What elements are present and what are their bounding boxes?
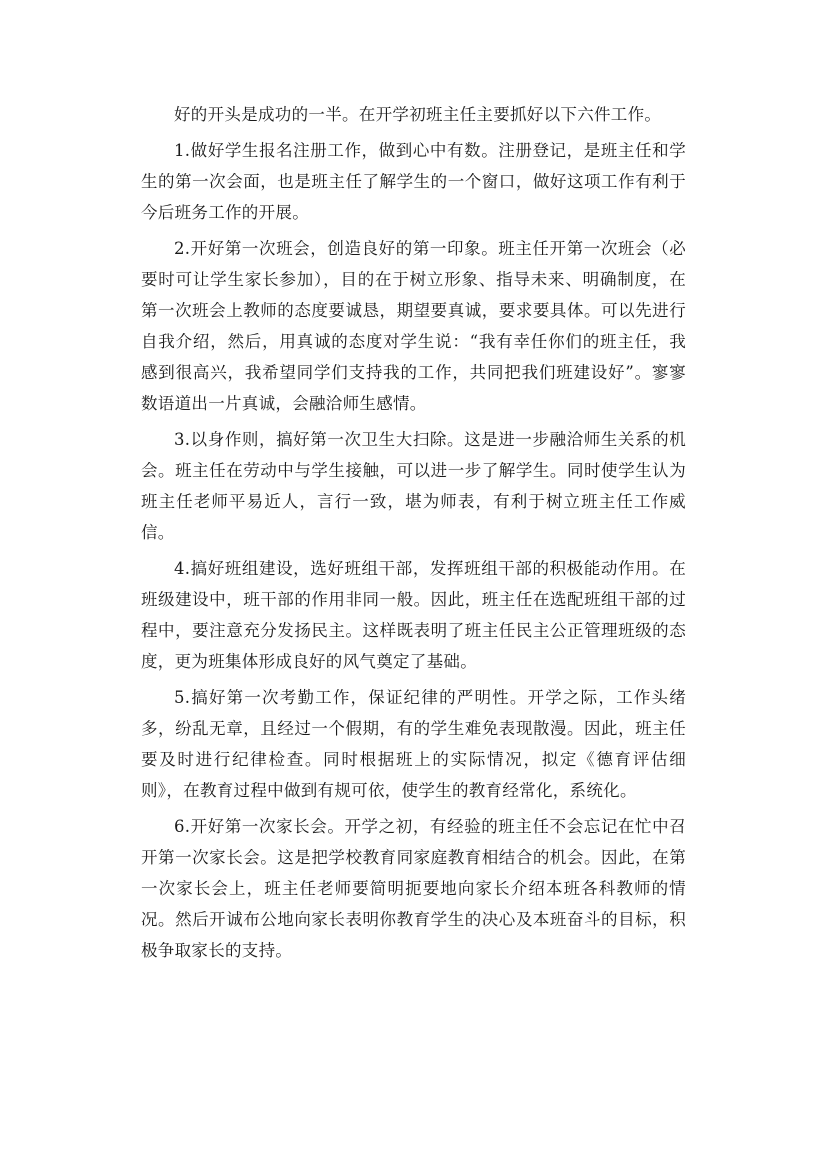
item-5-paragraph: 5.搞好第一次考勤工作，保证纪律的严明性。开学之际，工作头绪多，纷乱无章，且经过一个假期，有的学生难免表现散漫。因此，班主任要及时进行纪律检查。同时根据班上的实际情况，拟定《德育评估细则》，在教育过程中做到有规可依，使学生的教育经常化，系统化。	[141, 688, 686, 800]
item-4-paragraph: 4.搞好班组建设，选好班组干部，发挥班组干部的积极能动作用。在班级建设中，班干部的作用非同一般。因此，班主任在选配班组干部的过程中，要注意充分发扬民主。这样既表明了班主任民主公正管理班级的态度，更为班集体形成良好的风气奠定了基础。	[141, 559, 686, 671]
document-body	[141, 99, 686, 966]
intro-paragraph: 好的开头是成功的一半。在开学初班主任主要抓好以下六件工作。	[174, 105, 662, 124]
item-3-paragraph: 3.以身作则，搞好第一次卫生大扫除。这是进一步融洽师生关系的机会。班主任在劳动中与学生接触，可以进一步了解学生。同时使学生认为班主任老师平易近人，言行一致，堪为师表，有利于树立班主任工作威信。	[141, 430, 686, 542]
item-1-paragraph: 1.做好学生报名注册工作，做到心中有数。注册登记，是班主任和学生的第一次会面，也是班主任了解学生的一个窗口，做好这项工作有利于今后班务工作的开展。	[141, 141, 686, 222]
item-6-paragraph: 6.开好第一次家长会。开学之初，有经验的班主任不会忘记在忙中召开第一次家长会。这是把学校教育同家庭教育相结合的机会。因此，在第一次家长会上，班主任老师要简明扼要地向家长介绍本班各科教师的情况。然后开诚布公地向家长表明你教育学生的决心及本班奋斗的目标，积极争取家长的支持。	[141, 817, 686, 960]
item-2-paragraph: 2.开好第一次班会，创造良好的第一印象。班主任开第一次班会（必要时可让学生家长参加），目的在于树立形象、指导未来、明确制度，在第一次班会上教师的态度要诚恳，期望要真诚，要求要具体。可以先进行自我介绍，然后，用真诚的态度对学生说：“我有幸任你们的班主任，我感到很高兴，我希望同学们支持我的工作，共同把我们班建设好”。寥寥数语道出一片真诚，会融洽师生感情。	[141, 239, 686, 413]
